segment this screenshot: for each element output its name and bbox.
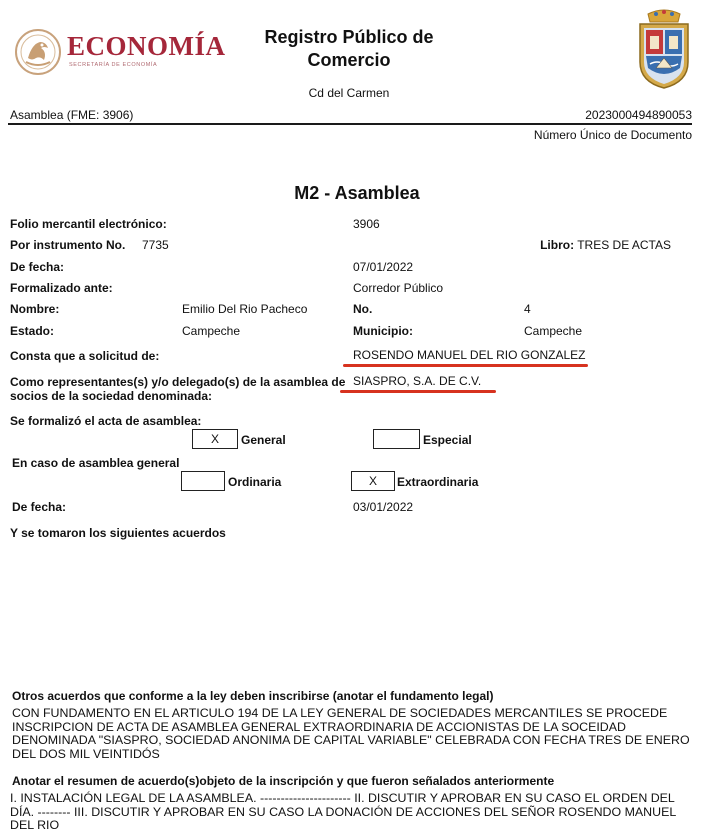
extraordinaria-label: Extraordinaria [397,475,479,489]
general-label: General [241,433,286,447]
especial-label: Especial [423,433,472,447]
consta-red-underline [343,364,588,367]
form-heading: M2 - Asamblea [294,183,420,203]
instrumento-value: 7735 [142,238,169,252]
extraordinaria-checkbox[interactable]: X [351,471,395,491]
ordinaria-checkbox[interactable] [181,471,225,491]
especial-checkbox[interactable] [373,429,420,449]
general-checkbox[interactable]: X [192,429,238,449]
folio-label: Folio mercantil electrónico: [10,217,167,231]
nombre-value: Emilio Del Rio Pacheco [182,302,308,316]
fecha-value: 07/01/2022 [353,260,414,274]
no-label: No. [353,302,373,316]
folio-value: 3906 [353,217,380,231]
page-title [228,26,470,72]
fecha-label: De fecha: [10,260,65,274]
otros-heading: Otros acuerdos que conforme a la ley deben inscribirse (anotar el fundamento legal) [12,689,494,703]
page-title-line2: Comercio [307,50,391,70]
libro-label: Libro: [540,238,575,252]
libro-value: TRES DE ACTAS [577,238,671,252]
formalizado-label: Formalizado ante: [10,281,113,295]
brand-name: ECONOMÍA [67,31,226,61]
page-title-line1: Registro Público de [264,27,434,47]
acuerdos-label: Y se tomaron los siguientes acuerdos [10,526,226,540]
resumen-text: I. INSTALACIÓN LEGAL DE LA ASAMBLEA. ---------------------- II. DISCUTIR Y APROBAR EN SU CASO EL ORDEN DEL DÍA. -------- III. DISCUTIR Y APROBAR EN SU CASO LA DONACIÓN DE ACCIONES DEL SEÑOR ROSENDO MANUEL DEL RIO [10,791,676,833]
representantes-label-line2: socios de la sociedad denominada: [10,389,213,403]
coat-of-arms-icon [634,8,694,92]
otros-text: CON FUNDAMENTO EN EL ARTICULO 194 DE LA LEY GENERAL DE SOCIEDADES MERCANTILES SE PROCEDE INSCRIPCION DE ACTA DE ASAMBLEA GENERAL EXTRAORDINARIA DE ACCIONISTAS DE LA SOCEIDAD DENOMINADA "SIASPRO, SOCIEDAD ANONIMA DE CAPITAL VARIABLE" CELEBRADA CON FECHA TRES DE ENERO DEL DOS MIL VEINTIDÓS [12,706,690,761]
estado-label: Estado: [10,324,55,338]
instrumento-label: Por instrumento No. [10,238,126,252]
brand-subtitle: SECRETARÍA DE ECONOMÍA [69,62,158,68]
libro-field [540,238,671,252]
caso-label: En caso de asamblea general [12,456,180,470]
fecha2-value: 03/01/2022 [353,500,414,514]
no-value: 4 [524,302,531,316]
nombre-label: Nombre: [10,302,60,316]
economia-logo [14,26,224,76]
consta-value: ROSENDO MANUEL DEL RIO GONZALEZ [353,348,586,362]
fecha2-label: De fecha: [12,500,67,514]
municipio-label: Municipio: [353,324,413,338]
representantes-red-underline [340,390,496,393]
header-divider [8,123,692,125]
mexico-eagle-seal-icon [14,28,62,76]
campeche-coat-of-arms [634,8,694,92]
estado-value: Campeche [182,324,241,338]
representantes-label-line1: Como representantes(s) y/o delegado(s) de la asamblea de [10,375,346,389]
document-type: Asamblea (FME: 3906) [10,108,134,122]
municipio-value: Campeche [524,324,583,338]
formalizado-value: Corredor Público [353,281,444,295]
location: Cd del Carmen [308,86,390,100]
document-number-label: Número Único de Documento [533,128,692,142]
consta-label: Consta que a solicitud de: [10,349,160,363]
resumen-heading: Anotar el resumen de acuerdo(s)objeto de la inscripción y que fueron señalados anteriormente [12,774,555,788]
document-number: 2023000494890053 [585,108,692,122]
formalizo-label: Se formalizó el acta de asamblea: [10,414,202,428]
ordinaria-label: Ordinaria [228,475,282,489]
representantes-value: SIASPRO, S.A. DE C.V. [353,374,482,388]
